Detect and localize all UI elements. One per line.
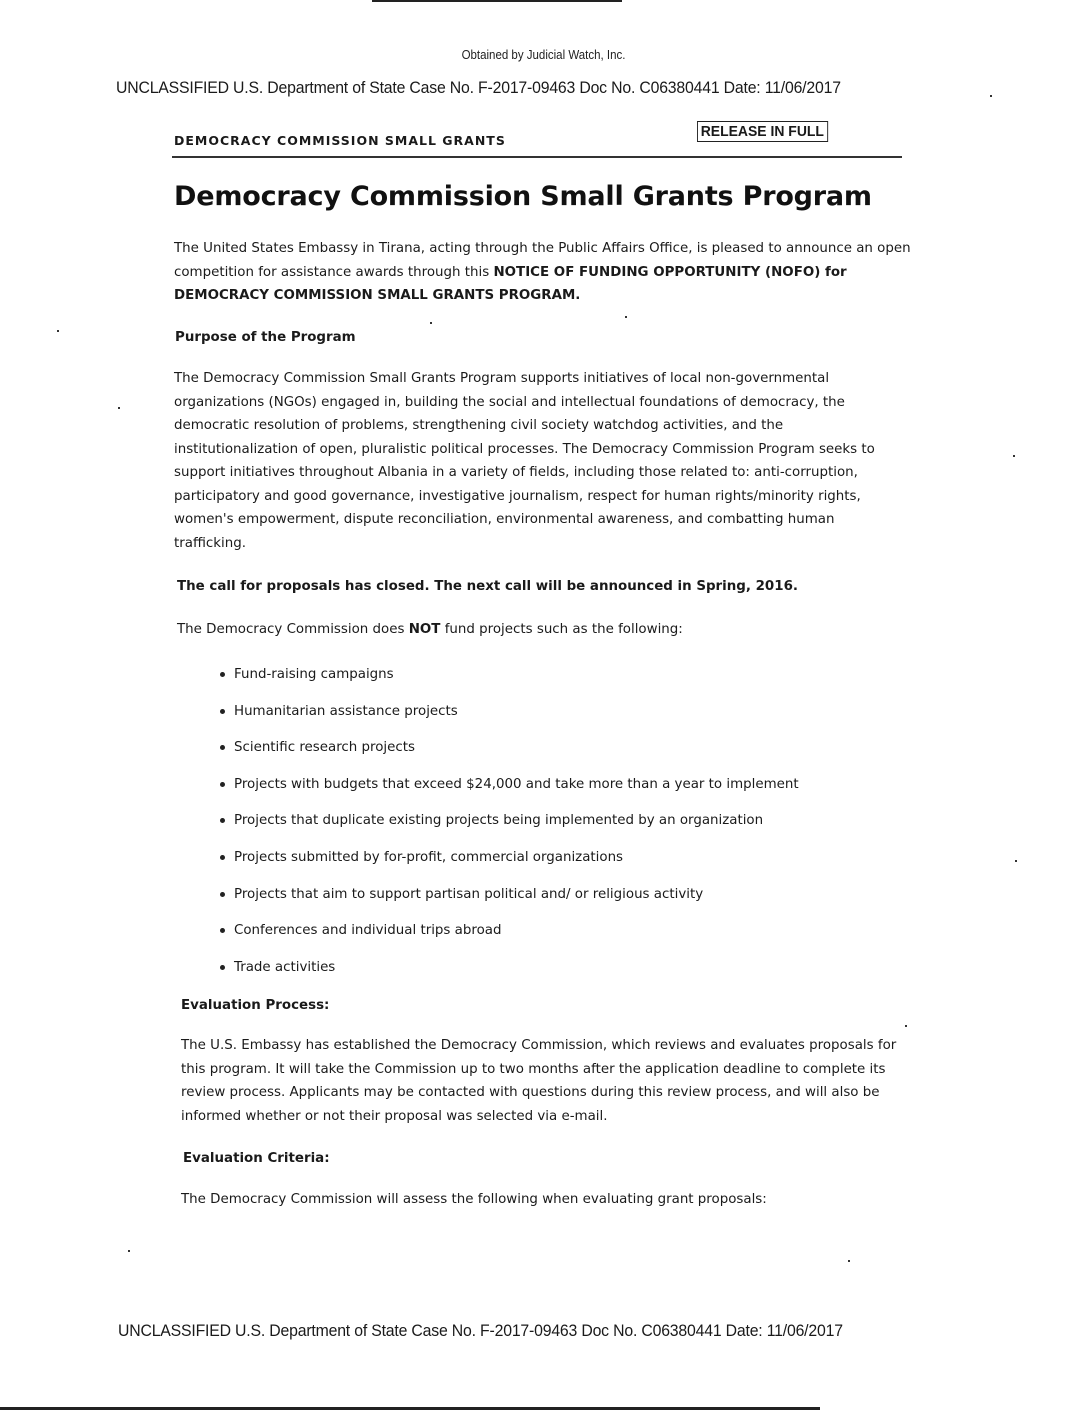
not-fund-emphasis: NOT: [408, 622, 441, 637]
list-item-text: Projects submitted by for-profit, commercial organizations: [234, 849, 624, 865]
list-item: [218, 846, 799, 883]
document-title: Democracy Commission Small Grants Program: [174, 181, 872, 212]
list-item: [218, 773, 799, 810]
scan-speck: [1013, 455, 1015, 457]
list-item: [218, 663, 799, 700]
evaluation-criteria-heading: Evaluation Criteria:: [183, 1151, 330, 1166]
obtained-by-stamp: Obtained by Judicial Watch, Inc.: [461, 48, 626, 62]
scan-speck: [57, 330, 59, 332]
intro-paragraph: [174, 237, 914, 308]
list-item: [218, 736, 799, 773]
list-item: [218, 809, 799, 846]
scan-speck: [1015, 860, 1017, 862]
running-header: DEMOCRACY COMMISSION SMALL GRANTS: [174, 133, 506, 148]
classification-stamp-top: UNCLASSIFIED U.S. Department of State Case No. F-2017-09463 Doc No. C06380441 Date: 11/06/2017: [116, 78, 841, 97]
header-divider: [172, 156, 902, 158]
intro-text: The United States Embassy in Tirana, acting through the Public Affairs Office, is pleased to announce an open competition for assistance awards through this: [174, 241, 911, 280]
bullet-icon: [220, 855, 225, 860]
list-item-text: Projects that aim to support partisan political and/ or religious activity: [234, 886, 704, 902]
scan-speck: [625, 316, 627, 318]
scan-speck: [848, 1260, 850, 1262]
list-item-text: Projects that duplicate existing projects being implemented by an organization: [234, 813, 764, 829]
list-item-text: Trade activities: [234, 959, 336, 975]
bullet-icon: [220, 892, 225, 897]
purpose-paragraph: The Democracy Commission Small Grants Program supports initiatives of local non-governmental organizations (NGOs) engaged in, building the social and intellectual foundations of democracy, the democratic resolution of problems, strengthening civil society watchdog activities, and the institutionalization of open, pluralistic political processes. The Democracy Commission Program seeks to support initiatives throughout Albania in a variety of fields, including those related to: anti-corruption, participatory and good governance, investigative journalism, respect for human rights/minority rights, women's empowerment, dispute reconciliation, environmental awareness, and combatting human trafficking.: [174, 371, 875, 551]
list-item-text: Projects with budgets that exceed $24,000 and take more than a year to implement: [234, 776, 799, 792]
not-fund-list: [218, 663, 799, 992]
scan-speck: [118, 407, 120, 409]
bullet-icon: [220, 782, 225, 787]
list-item-text: Fund-raising campaigns: [234, 667, 394, 682]
list-item-text: Conferences and individual trips abroad: [234, 923, 502, 939]
evaluation-process-paragraph: The U.S. Embassy has established the Democracy Commission, which reviews and evaluates proposals for this program. It will take the Commission up to two months after the application deadline to complete its review process. Applicants may be contacted with questions during this review process, and will also be informed whether or not their proposal was selected via e-mail.: [181, 1038, 897, 1124]
intro-bold-text: NOTICE OF FUNDING OPPORTUNITY (NOFO) for DEMOCRACY COMMISSION SMALL GRANTS PROGRAM.: [174, 264, 847, 303]
classification-stamp-bottom: UNCLASSIFIED U.S. Department of State Case No. F-2017-09463 Doc No. C06380441 Date: 11/06/2017: [118, 1321, 843, 1340]
scan-speck: [905, 1025, 907, 1027]
bullet-icon: [220, 818, 225, 823]
not-fund-text-after: fund projects such as the following:: [440, 622, 683, 637]
not-fund-text-before: The Democracy Commission does: [177, 622, 409, 637]
list-item-text: Scientific research projects: [234, 740, 415, 756]
list-item: [218, 883, 799, 920]
list-item: [218, 956, 799, 993]
bullet-icon: [220, 745, 225, 750]
scan-speck: [430, 322, 432, 324]
scan-speck: [990, 95, 992, 97]
bullet-icon: [220, 709, 225, 714]
release-in-full-stamp: RELEASE IN FULL: [697, 121, 828, 142]
purpose-heading: Purpose of the Program: [175, 330, 356, 345]
bullet-icon: [220, 672, 225, 677]
not-fund-intro: [177, 618, 683, 642]
list-item-text: Humanitarian assistance projects: [234, 703, 458, 719]
list-item: [218, 700, 799, 737]
list-item: [218, 919, 799, 956]
call-status-notice: The call for proposals has closed. The next call will be announced in Spring, 2016.: [177, 579, 798, 594]
bullet-icon: [220, 928, 225, 933]
evaluation-criteria-paragraph: The Democracy Commission will assess the following when evaluating grant proposals:: [181, 1192, 767, 1207]
scan-speck: [128, 1250, 130, 1252]
scan-edge-line: [372, 0, 622, 2]
evaluation-process-heading: Evaluation Process:: [181, 998, 330, 1013]
scan-edge-line-bottom: [0, 1407, 820, 1410]
bullet-icon: [220, 965, 225, 970]
